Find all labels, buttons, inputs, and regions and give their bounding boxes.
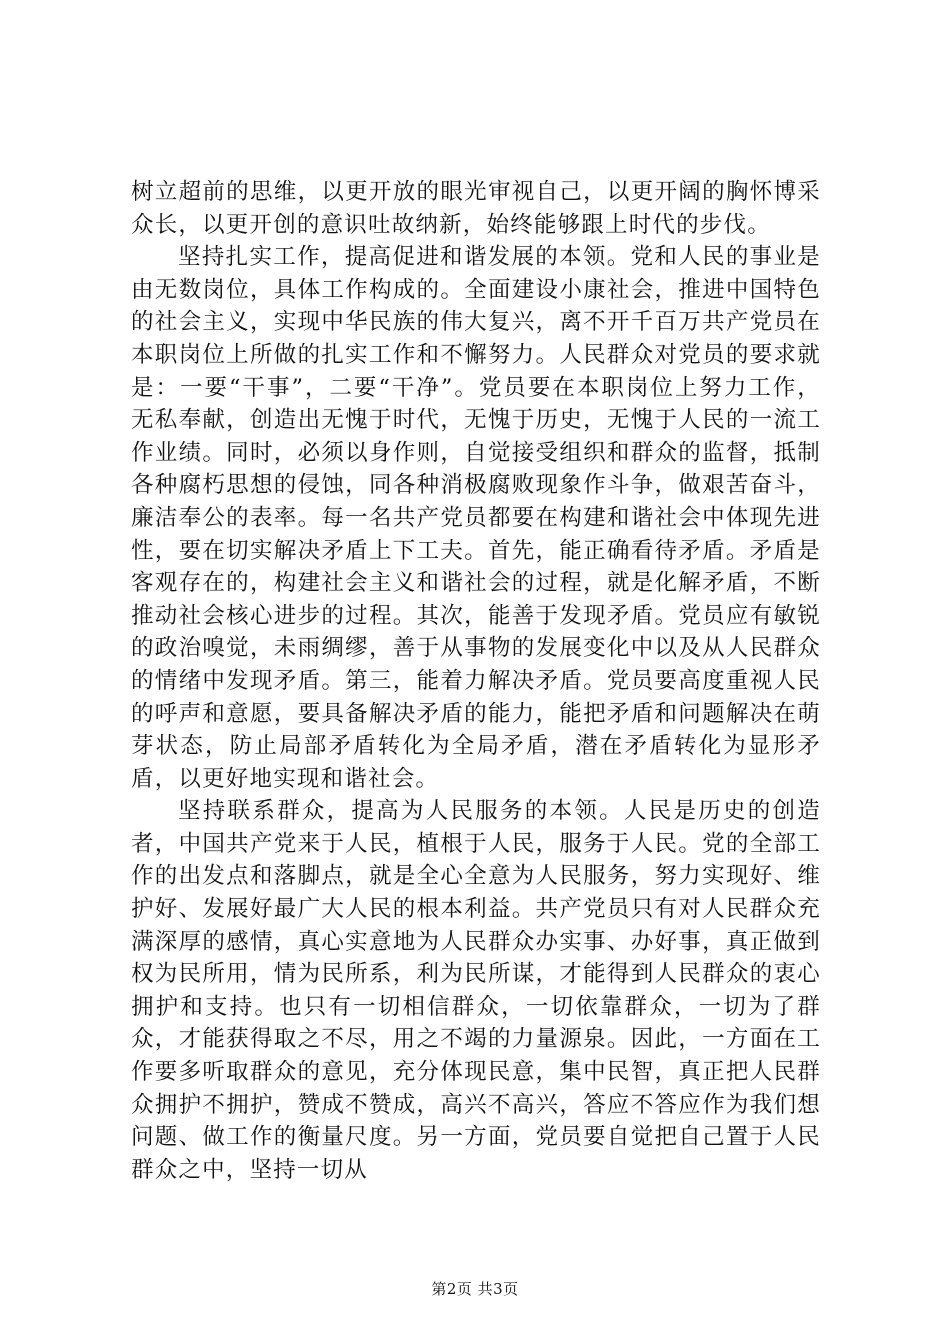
paragraph-solid-work: 坚持扎实工作，提高促进和谐发展的本领。党和人民的事业是由无数岗位，具体工作构成的。全面建设小康社会，推进中国特色的社会主义，实现中华民族的伟大复兴，离不开千百万共产党员在本职岗位上所做的扎实工作和不懈努力。人民群众对党员的要求就是：一要“干事”，二要“干净”。党员要在本职岗位上努力工作，无私奉献，创造出无愧于时代，无愧于历史，无愧于人民的一流工作业绩。同时，必须以身作则，自觉接受组织和群众的监督，抵制各种腐朽思想的侵蚀，同各种消极腐败现象作斗争，做艰苦奋斗，廉洁奉公的表率。每一名共产党员都要在构建和谐社会中体现先进性，要在切实解决矛盾上下工夫。首先，能正确看待矛盾。矛盾是客观存在的，构建社会主义和谐社会的过程，就是化解矛盾，不断推动社会核心进步的过程。其次，能善于发现矛盾。党员应有敏锐的政治嗅觉，未雨绸缪，善于从事物的发展变化中以及从人民群众的情绪中发现矛盾。第三，能着力解决矛盾。党员要高度重视人民的呼声和意愿，要具备解决矛盾的能力，能把矛盾和问题解决在萌芽状态，防止局部矛盾转化为全局矛盾，潜在矛盾转化为显形矛盾，以更好地实现和谐社会。	[131, 244, 821, 792]
paragraph-continuation: 树立超前的思维，以更开放的眼光审视自己，以更开阔的胸怀博采众长，以更开创的意识吐故纳新，始终能够跟上时代的步伐。	[131, 179, 821, 238]
paragraph-contact-masses: 坚持联系群众，提高为人民服务的本领。人民是历史的创造者，中国共产党来于人民，植根于人民，服务于人民。党的全部工作的出发点和落脚点，就是全心全意为人民服务，努力实现好、维护好、发展好最广大人民的根本利益。共产党员只有对人民群众充满深厚的感情，真心实意地为人民群众办实事、办好事，真正做到权为民所用，情为民所系，利为民所谋，才能得到人民群众的衷心拥护和支持。也只有一切相信群众，一切依靠群众，一切为了群众，才能获得取之不尽，用之不竭的力量源泉。因此，一方面在工作要多听取群众的意见，充分体现民意，集中民智，真正把人民群众拥护不拥护，赞成不赞成，高兴不高兴，答应不答应作为我们想问题、做工作的衡量尺度。另一方面，党员要自觉把自己置于人民群众之中，坚持一切从	[131, 798, 821, 1183]
document-body	[131, 176, 821, 1186]
page-number-footer: 第2页 共3页	[431, 1280, 519, 1298]
